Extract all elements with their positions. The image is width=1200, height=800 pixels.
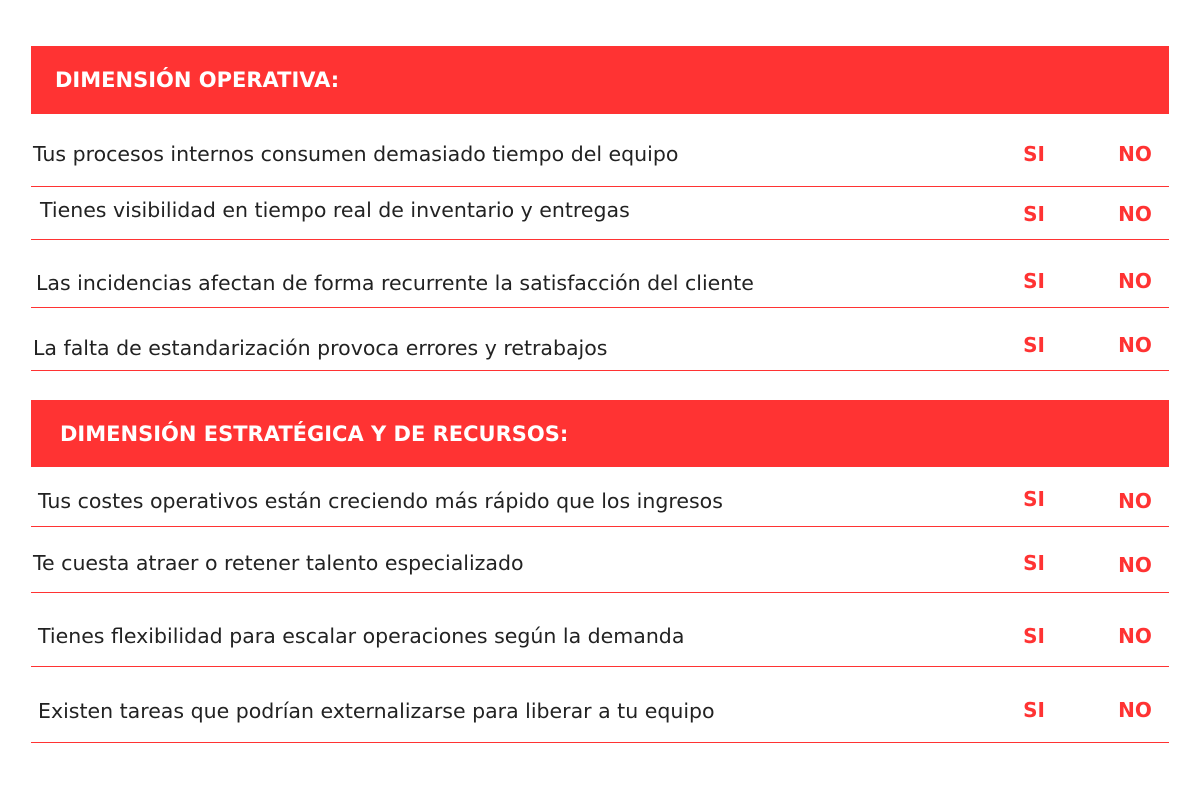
no-option[interactable]: NO	[1118, 624, 1152, 648]
yes-option[interactable]: SI	[1023, 551, 1045, 575]
row-divider	[31, 186, 1169, 187]
row-divider	[31, 239, 1169, 240]
yes-option[interactable]: SI	[1023, 487, 1045, 511]
row-divider	[31, 526, 1169, 527]
row-divider	[31, 592, 1169, 593]
question-text: Tienes visibilidad en tiempo real de inventario y entregas	[40, 198, 630, 222]
question-text: Tus costes operativos están creciendo más rápido que los ingresos	[38, 489, 723, 513]
row-divider	[31, 666, 1169, 667]
no-option[interactable]: NO	[1118, 489, 1152, 513]
yes-option[interactable]: SI	[1023, 202, 1045, 226]
question-text: Tienes flexibilidad para escalar operaciones según la demanda	[38, 624, 685, 648]
section-header: DIMENSIÓN ESTRATÉGICA Y DE RECURSOS:	[31, 400, 1169, 467]
yes-option[interactable]: SI	[1023, 624, 1045, 648]
no-option[interactable]: NO	[1118, 269, 1152, 293]
section-header: DIMENSIÓN OPERATIVA:	[31, 46, 1169, 114]
row-divider	[31, 370, 1169, 371]
row-divider	[31, 307, 1169, 308]
yes-option[interactable]: SI	[1023, 142, 1045, 166]
yes-option[interactable]: SI	[1023, 269, 1045, 293]
no-option[interactable]: NO	[1118, 553, 1152, 577]
row-divider	[31, 742, 1169, 743]
question-text: Te cuesta atraer o retener talento especializado	[33, 551, 524, 575]
no-option[interactable]: NO	[1118, 698, 1152, 722]
question-text: Las incidencias afectan de forma recurrente la satisfacción del cliente	[36, 271, 754, 295]
question-text: Tus procesos internos consumen demasiado tiempo del equipo	[33, 142, 679, 166]
question-text: Existen tareas que podrían externalizarse para liberar a tu equipo	[38, 699, 715, 723]
no-option[interactable]: NO	[1118, 142, 1152, 166]
yes-option[interactable]: SI	[1023, 698, 1045, 722]
question-text: La falta de estandarización provoca errores y retrabajos	[33, 336, 608, 360]
no-option[interactable]: NO	[1118, 333, 1152, 357]
no-option[interactable]: NO	[1118, 202, 1152, 226]
yes-option[interactable]: SI	[1023, 333, 1045, 357]
